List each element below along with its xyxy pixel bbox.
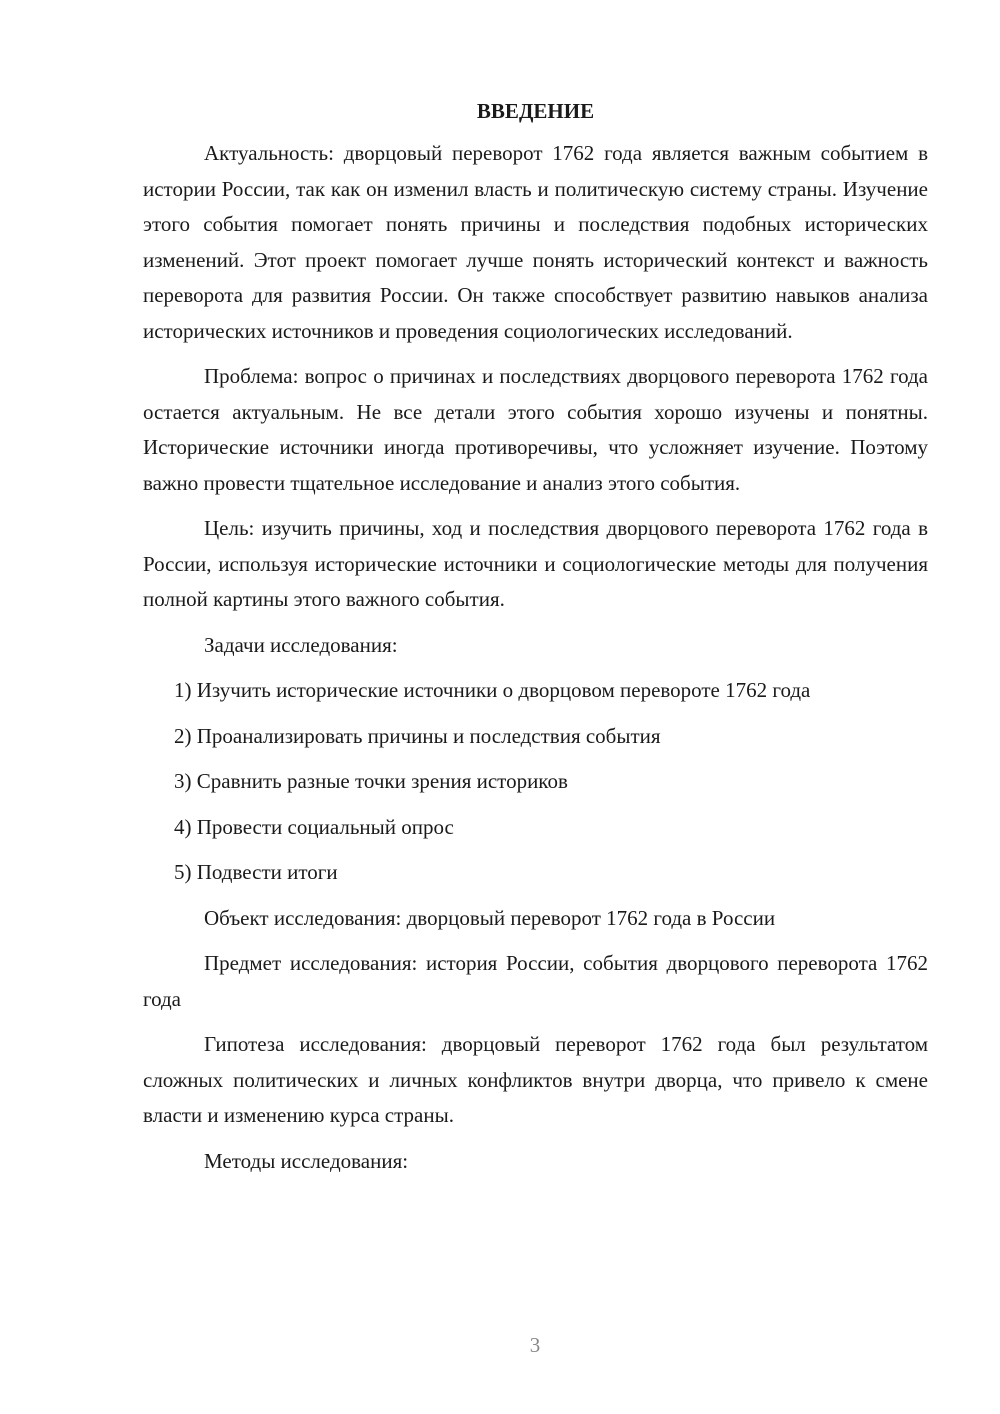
paragraph-goal: Цель: изучить причины, ход и последствия дворцового переворота 1762 года в России, используя исторические источники и социологические методы для получения полной картины этого важного события.: [143, 516, 928, 611]
page-content: [143, 96, 928, 1189]
list-item: 3) Сравнить разные точки зрения историков: [174, 769, 568, 793]
list-item: 2) Проанализировать причины и последствия события: [174, 723, 661, 748]
paragraph-subject: Предмет исследования: история России, события дворцового переворота 1762 года: [143, 951, 928, 1011]
paragraph-problem: Проблема: вопрос о причинах и последствиях дворцового переворота 1762 года остается актуальным. Не все детали этого события хорошо изучены и понятны. Исторические источники иногда противоречивы, что усложняет изучение. Поэтому важно провести тщательное исследование и анализ этого события.: [143, 364, 928, 495]
methods-heading: Методы исследования:: [204, 1148, 409, 1173]
section-title: ВВЕДЕНИЕ: [476, 99, 595, 123]
tasks-list: [143, 673, 928, 891]
paragraph-hypothesis: Гипотеза исследования: дворцовый переворот 1762 года был результатом сложных политических и личных конфликтов внутри дворца, что привело к смене власти и изменению курса страны.: [143, 1032, 928, 1127]
list-item: 5) Подвести итоги: [174, 860, 338, 884]
list-item: 4) Провести социальный опрос: [174, 814, 454, 839]
tasks-heading: Задачи исследования:: [204, 632, 398, 657]
paragraph-object: Объект исследования: дворцовый переворот 1762 года в России: [204, 905, 776, 930]
list-item: 1) Изучить исторические источники о дворцовом перевороте 1762 года: [174, 678, 811, 702]
paragraph-relevance: Актуальность: дворцовый переворот 1762 года является важным событием в истории России, так как он изменил власть и политическую систему страны. Изучение этого события помогает понять причины и последствия подобных исторических изменений. Этот проект помогает лучше понять исторический контекст и важность переворота для развития России. Он также способствует развитию навыков анализа исторических источников и проведения социологических исследований.: [143, 141, 928, 343]
page-number: 3: [529, 1333, 541, 1357]
